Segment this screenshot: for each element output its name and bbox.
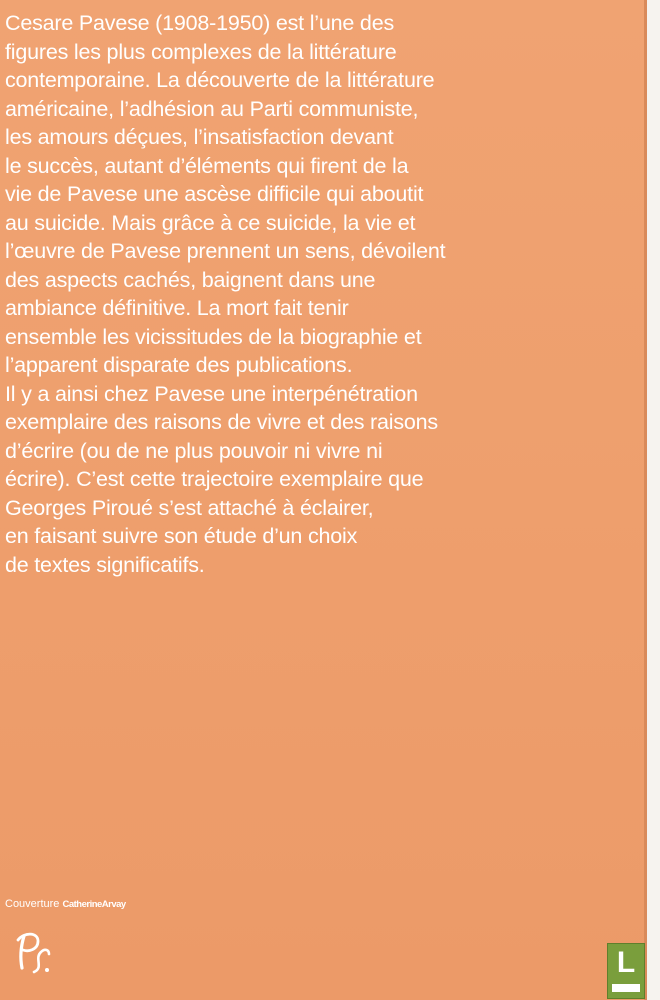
sticker-letter: L: [616, 946, 636, 979]
library-sticker: [607, 943, 645, 999]
blurb-line: l’œuvre de Pavese prennent un sens, dévoilent: [5, 239, 446, 263]
credit-label: Couverture: [5, 898, 60, 910]
blurb-line: en faisant suivre son étude d’un choix: [5, 524, 358, 548]
blurb-line: contemporaine. La découverte de la littérature: [5, 68, 435, 92]
blurb-line: figures les plus complexes de la littérature: [5, 39, 397, 64]
publisher-logo-icon: [10, 928, 52, 980]
blurb-line: le succès, autant d’éléments qui firent de la: [5, 153, 409, 178]
blurb-line: Cesare Pavese (1908-1950) est l’une des: [5, 11, 394, 35]
page-edge: [647, 0, 660, 1000]
blurb-line: vie de Pavese une ascèse difficile qui aboutit: [5, 182, 424, 206]
blurb-text: [5, 9, 645, 579]
credit-name: CatherineArvay: [62, 899, 126, 910]
blurb-line: ensemble les vicissitudes de la biographie et: [5, 324, 422, 349]
sticker-strip: [612, 984, 640, 992]
blurb-line: de textes significatifs.: [5, 552, 205, 577]
blurb-line: d’écrire (ou de ne plus pouvoir ni vivre ni: [5, 438, 383, 463]
blurb-line: Il y a ainsi chez Pavese une interpénétration: [5, 381, 418, 406]
blurb-line: les amours déçues, l’insatisfaction devant: [5, 125, 394, 149]
blurb-line: Georges Piroué s’est attaché à éclairer,: [5, 495, 374, 520]
blurb-line: l’apparent disparate des publications.: [5, 353, 353, 377]
blurb-line: ambiance définitive. La mort fait tenir: [5, 296, 349, 320]
blurb-line: au suicide. Mais grâce à ce suicide, la vie et: [5, 210, 416, 235]
cover-credit: [5, 897, 126, 912]
blurb-line: exemplaire des raisons de vivre et des raisons: [5, 410, 438, 434]
blurb-line: des aspects cachés, baignent dans une: [5, 267, 376, 292]
blurb-line: écrire). C’est cette trajectoire exemplaire que: [5, 467, 424, 491]
blurb-line: américaine, l’adhésion au Parti communiste,: [5, 96, 419, 121]
